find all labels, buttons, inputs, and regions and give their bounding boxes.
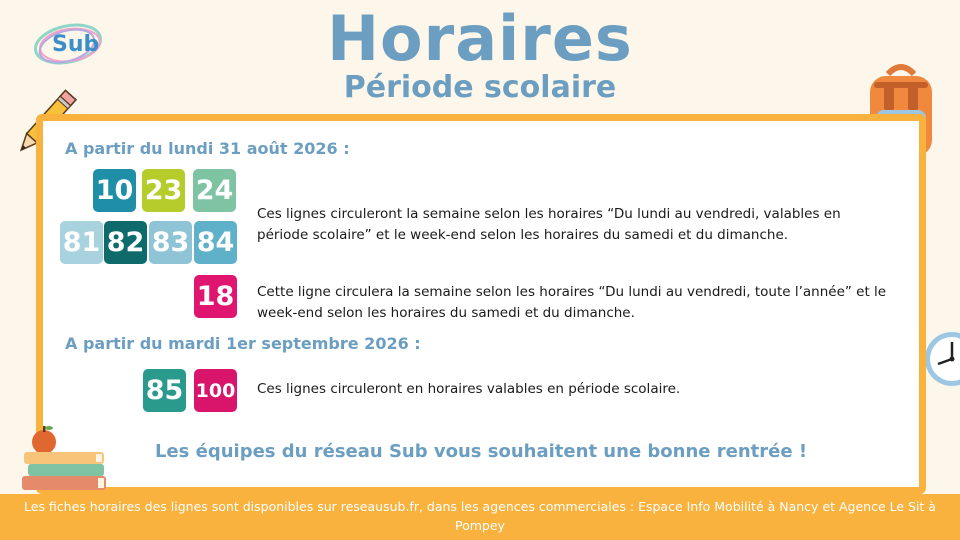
lines-description-school: Ces lignes circuleront la semaine selon les horaires “Du lundi au vendredi, valables en période scolaire” et le week-end selon les horaires du samedi et du dimanche. xyxy=(257,206,841,243)
line-badge-81: 81 xyxy=(60,221,103,264)
lines-description-september: Ces lignes circuleront en horaires valables en période scolaire. xyxy=(257,381,681,397)
footer-info: Les fiches horaires des lignes sont disponibles sur reseausub.fr, dans les agences commerciales : Espace Info Mobilité à Nancy et Agence Le Sit à Pompey xyxy=(0,494,960,540)
line-badge-23: 23 xyxy=(142,169,185,212)
section-heading-september: A partir du mardi 1er septembre 2026 : xyxy=(65,334,421,353)
line-description-yearround: Cette ligne circulera la semaine selon les horaires “Du lundi au vendredi, toute l’année” et le week-end selon les horaires du samedi et du dimanche. xyxy=(257,284,887,321)
line-badge-85: 85 xyxy=(143,369,186,412)
line-badge-83: 83 xyxy=(149,221,192,264)
line-badge-18: 18 xyxy=(194,275,237,318)
closing-message: Les équipes du réseau Sub vous souhaitent une bonne rentrée ! xyxy=(154,441,808,462)
line-badge-24: 24 xyxy=(193,169,236,212)
section-heading-august: A partir du lundi 31 août 2026 : xyxy=(65,139,350,158)
logo-text: Sub xyxy=(52,32,100,57)
line-badge-10: 10 xyxy=(93,169,136,212)
page-title: Horaires xyxy=(327,2,633,75)
line-badge-82: 82 xyxy=(104,221,147,264)
page-subtitle: Période scolaire xyxy=(343,70,617,105)
line-badge-100: 100 xyxy=(194,369,237,412)
schedule-panel xyxy=(36,114,926,494)
line-badge-84: 84 xyxy=(194,221,237,264)
books-apple-icon xyxy=(18,420,112,494)
